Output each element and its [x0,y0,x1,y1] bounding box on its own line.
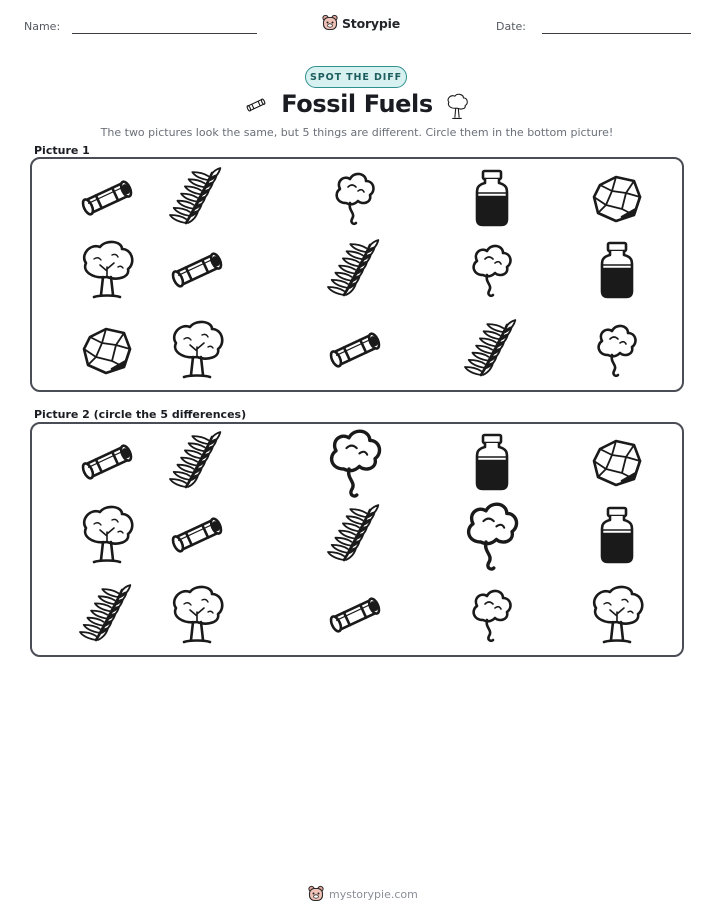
smoke-icon [457,500,527,570]
brand-name: Storypie [342,15,400,31]
date-field[interactable] [542,33,691,34]
picture-1-coal-icon [72,315,142,385]
smoke-icon [320,163,390,233]
picture-1-smoke-icon [457,235,527,305]
picture-1-smoke-icon [582,315,652,385]
picture-1-fern-icon [320,235,390,305]
picture-1-tree-icon [162,315,232,385]
picture-2-tree-icon[interactable] [582,580,652,650]
picture-2-coal-icon[interactable] [582,427,652,497]
picture-2-pipe-icon[interactable] [72,427,142,497]
name-label: Name: [24,20,61,33]
bear-face-icon [308,885,324,903]
coal-icon [582,427,652,497]
page-title: Fossil Fuels [281,90,433,118]
coal-icon [72,315,142,385]
name-field[interactable] [72,33,257,34]
fern-icon [162,427,232,497]
picture-2-label: Picture 2 (circle the 5 differences) [34,408,247,421]
oil-jar-icon [582,500,652,570]
pipe-icon [320,580,390,650]
tree-icon [72,500,142,570]
pipe-icon [162,235,232,305]
instructions: The two pictures look the same, but 5 things are different. Circle them in the bottom picture! [100,126,614,139]
oil-jar-icon [457,163,527,233]
oil-jar-icon [582,235,652,305]
pipe-icon [72,163,142,233]
footer-url: mystorypie.com [329,887,418,901]
smoke-icon [320,427,390,497]
footer [308,885,418,903]
picture-1-coal-icon [582,163,652,233]
picture-2-tree-icon[interactable] [72,500,142,570]
picture-2-smoke-icon[interactable] [320,427,390,497]
picture-1-fern-icon [162,163,232,233]
picture-2-fern-icon[interactable] [162,427,232,497]
picture-1-fern-icon [457,315,527,385]
pipe-icon [72,427,142,497]
date-label: Date: [496,20,526,33]
picture-2-oil-jar-icon[interactable] [457,427,527,497]
picture-2-smoke-icon[interactable] [457,580,527,650]
tree-icon [442,91,472,121]
smoke-icon [582,315,652,385]
picture-1-oil-jar-icon [457,163,527,233]
oil-jar-icon [457,427,527,497]
picture-1-label: Picture 1 [34,144,90,157]
picture-2-smoke-icon[interactable] [457,500,527,570]
picture-2-fern-icon[interactable] [72,580,142,650]
brand-logo [322,13,400,33]
picture-2-pipe-icon[interactable] [320,580,390,650]
tree-icon [72,235,142,305]
picture-2-oil-jar-icon[interactable] [582,500,652,570]
fern-icon [457,315,527,385]
coal-icon [582,163,652,233]
picture-1-oil-jar-icon [582,235,652,305]
pipe-icon [162,500,232,570]
fern-icon [320,235,390,305]
pipe-icon [320,315,390,385]
activity-badge [305,66,407,88]
tree-icon [162,315,232,385]
smoke-icon [457,235,527,305]
picture-2-pipe-icon[interactable] [162,500,232,570]
picture-1-smoke-icon [320,163,390,233]
picture-1-pipe-icon [320,315,390,385]
tree-icon [162,580,232,650]
picture-1-pipe-icon [162,235,232,305]
picture-2-fern-icon[interactable] [320,500,390,570]
picture-1-pipe-icon [72,163,142,233]
activity-badge-text: SPOT THE DIFF [310,71,402,83]
fern-icon [162,163,232,233]
fern-icon [320,500,390,570]
tree-icon [582,580,652,650]
picture-2-tree-icon[interactable] [162,580,232,650]
bear-face-icon [322,14,338,32]
picture-1-tree-icon [72,235,142,305]
smoke-icon [457,580,527,650]
fern-icon [72,580,142,650]
